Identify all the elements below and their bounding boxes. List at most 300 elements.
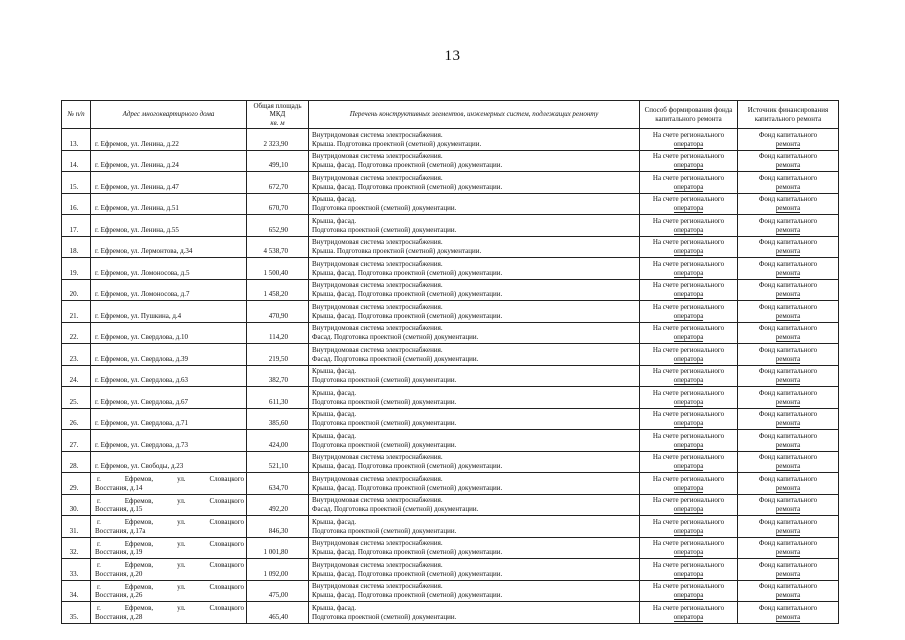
row-number: 35. <box>62 602 91 624</box>
row-source-line-1: Фонд капитального <box>758 367 818 375</box>
repair-table <box>61 100 839 624</box>
row-works <box>309 236 640 258</box>
table-row <box>62 129 839 151</box>
row-address: г. Ефремов, ул. Ломоносова, д.5 <box>91 258 247 280</box>
row-works-line-2: Крыша, фасад. Подготовка проектной (сметной) документации. <box>312 268 503 277</box>
row-source-line-2-text: ремонта <box>775 247 801 255</box>
row-works-line-2: Крыша, фасад. Подготовка проектной (сметной) документации. <box>312 483 503 492</box>
row-works <box>309 365 640 387</box>
row-source-line-1: Фонд капитального <box>758 152 818 160</box>
row-method <box>640 193 738 215</box>
row-source-line-2-text: ремонта <box>775 354 801 363</box>
row-method-line-2-text: оператора <box>673 569 704 578</box>
row-source-line-2 <box>740 183 836 192</box>
row-source-line-1: Фонд капитального <box>758 324 818 332</box>
row-number: 20. <box>62 279 91 301</box>
row-source-line-2-text: ремонта <box>775 311 801 320</box>
table-row <box>62 559 839 581</box>
row-method-line-2-text: оператора <box>673 139 704 148</box>
row-method <box>640 602 738 624</box>
row-method-line-2 <box>642 419 735 428</box>
row-source-line-2 <box>740 247 836 256</box>
row-method-line-2 <box>642 161 735 170</box>
row-area: 4 538,70 <box>247 236 309 258</box>
row-source-line-2 <box>740 376 836 385</box>
row-source-line-2-text: ремонта <box>775 483 801 492</box>
row-works-line-1: Внутридомовая система электроснабжения. <box>312 539 443 547</box>
row-address-line-2: Восстания, д.26 <box>95 591 143 600</box>
row-works-line-2: Крыша, фасад. Подготовка проектной (сметной) документации. <box>312 462 503 470</box>
row-method-line-2 <box>642 570 735 579</box>
row-area: 470,90 <box>247 301 309 323</box>
row-method-line-2-text: оператора <box>673 462 704 470</box>
row-area: 672,70 <box>247 172 309 194</box>
row-works <box>309 408 640 430</box>
row-source-line-1: Фонд капитального <box>758 238 818 246</box>
row-address: г. Ефремов, ул. Свободы, д.23 <box>91 451 247 473</box>
row-source <box>738 559 839 581</box>
row-method-line-2-text: оператора <box>673 311 704 320</box>
row-source <box>738 451 839 473</box>
row-address-word: ул. <box>177 475 186 484</box>
row-method-line-2-text: оператора <box>673 290 704 298</box>
row-address-word: г. <box>97 604 101 613</box>
table-row <box>62 580 839 602</box>
table-row <box>62 430 839 452</box>
header-area-unit: кв. м <box>270 118 285 127</box>
row-method-line-1: На счете регионального <box>652 474 725 483</box>
table-row <box>62 494 839 516</box>
row-address-word: Словацкого <box>209 475 244 484</box>
row-address-word: Ефремов, <box>124 475 154 484</box>
row-area: 465,40 <box>247 602 309 624</box>
row-number: 21. <box>62 301 91 323</box>
row-area: 670,70 <box>247 193 309 215</box>
row-method-line-2-text: оператора <box>673 526 704 535</box>
row-works-line-2: Крыша, фасад. Подготовка проектной (сметной) документации. <box>312 290 503 298</box>
row-source-line-2-text: ремонта <box>775 268 801 277</box>
table-row <box>62 215 839 237</box>
row-address: г. Ефремов, ул. Свердлова, д.63 <box>91 365 247 387</box>
row-source-line-2 <box>740 591 836 600</box>
row-address-word: Словацкого <box>209 604 244 613</box>
row-method <box>640 559 738 581</box>
row-number: 15. <box>62 172 91 194</box>
row-method-line-2-text: оператора <box>673 505 704 513</box>
row-address-word: г. <box>97 518 101 527</box>
row-number: 26. <box>62 408 91 430</box>
row-method-line-2 <box>642 548 735 557</box>
row-method-line-1: На счете регионального <box>652 152 725 160</box>
row-number: 24. <box>62 365 91 387</box>
row-address: г. Ефремов, ул. Ленина, д.24 <box>91 150 247 172</box>
header-area: Общая площадь МКД кв. м <box>247 101 309 129</box>
table-header <box>62 101 839 129</box>
row-works <box>309 279 640 301</box>
row-address <box>91 473 247 495</box>
row-area: 1 500,40 <box>247 258 309 280</box>
row-address-word: ул. <box>177 582 186 591</box>
row-source-line-2 <box>740 570 836 579</box>
row-source <box>738 580 839 602</box>
row-works-line-2: Подготовка проектной (сметной) документации. <box>312 612 457 621</box>
row-source <box>738 473 839 495</box>
row-area: 1 001,80 <box>247 537 309 559</box>
row-area: 385,60 <box>247 408 309 430</box>
row-number: 22. <box>62 322 91 344</box>
row-method-line-2 <box>642 505 735 514</box>
row-method-line-1: На счете регионального <box>652 173 725 182</box>
row-method-line-2-text: оператора <box>673 182 704 191</box>
row-method-line-1: На счете регионального <box>652 388 725 397</box>
row-method <box>640 172 738 194</box>
row-source-line-2 <box>740 505 836 514</box>
row-method-line-2-text: оператора <box>673 268 704 277</box>
row-source-line-2 <box>740 269 836 278</box>
row-method <box>640 387 738 409</box>
row-source-line-1: Фонд капитального <box>758 173 818 182</box>
row-source <box>738 430 839 452</box>
row-method-line-1: На счете регионального <box>652 238 725 246</box>
row-source-line-1: Фонд капитального <box>758 259 818 268</box>
row-method-line-2 <box>642 591 735 600</box>
row-method-line-1: На счете регионального <box>652 431 725 440</box>
row-area: 2 323,90 <box>247 129 309 151</box>
row-address-word: ул. <box>177 604 186 613</box>
row-works-line-1: Внутридомовая система электроснабжения. <box>312 324 443 332</box>
table-row <box>62 344 839 366</box>
row-number: 29. <box>62 473 91 495</box>
row-source-line-2-text: ремонта <box>775 419 801 427</box>
row-source <box>738 193 839 215</box>
row-works <box>309 344 640 366</box>
row-area: 846,30 <box>247 516 309 538</box>
row-address-word: Словацкого <box>209 539 244 548</box>
row-address: г. Ефремов, ул. Пушкина, д.4 <box>91 301 247 323</box>
row-method-line-1: На счете регионального <box>652 603 725 612</box>
row-address-word: г. <box>97 539 101 548</box>
row-address-line-1 <box>95 604 244 613</box>
row-address-line-2: Восстания, д.14 <box>95 483 143 492</box>
row-method-line-2-text: оператора <box>673 548 704 556</box>
row-method-line-2 <box>642 204 735 213</box>
row-source-line-2-text: ремонта <box>775 161 801 169</box>
row-method-line-2-text: оператора <box>673 161 704 169</box>
row-address-line-1 <box>95 540 244 549</box>
row-source <box>738 322 839 344</box>
row-method-line-1: На счете регионального <box>652 453 725 461</box>
row-works-line-1: Внутридомовая система электроснабжения. <box>312 345 443 354</box>
row-method-line-2-text: оператора <box>673 440 704 449</box>
row-method <box>640 236 738 258</box>
table-row <box>62 602 839 624</box>
row-area: 492,20 <box>247 494 309 516</box>
row-address-word: г. <box>97 496 101 505</box>
row-area: 611,30 <box>247 387 309 409</box>
row-works <box>309 430 640 452</box>
row-number: 14. <box>62 150 91 172</box>
row-works-line-2: Подготовка проектной (сметной) документации. <box>312 419 457 427</box>
row-works-line-1: Внутридомовая система электроснабжения. <box>312 173 443 182</box>
row-works-line-2: Крыша. Подготовка проектной (сметной) документации. <box>312 139 482 148</box>
row-works-line-2: Подготовка проектной (сметной) документации. <box>312 526 457 535</box>
row-works-line-2: Крыша, фасад. Подготовка проектной (сметной) документации. <box>312 548 503 556</box>
row-source-line-2 <box>740 613 836 622</box>
row-works <box>309 193 640 215</box>
row-method-line-2 <box>642 247 735 256</box>
row-method-line-2 <box>642 484 735 493</box>
row-works-line-2: Крыша, фасад. Подготовка проектной (сметной) документации. <box>312 311 503 320</box>
row-works-line-1: Внутридомовая система электроснабжения. <box>312 453 443 461</box>
row-works <box>309 322 640 344</box>
row-source-line-1: Фонд капитального <box>758 474 818 483</box>
row-address-line-2: Восстания, д.17а <box>95 526 146 535</box>
row-source-line-1: Фонд капитального <box>758 345 818 354</box>
row-address-word: г. <box>97 475 101 484</box>
row-number: 32. <box>62 537 91 559</box>
row-address-line-1 <box>95 561 244 570</box>
row-address: г. Ефремов, ул. Ломоносова, д.7 <box>91 279 247 301</box>
row-address: г. Ефремов, ул. Свердлова, д.73 <box>91 430 247 452</box>
row-works-line-1: Крыша, фасад. <box>312 431 357 440</box>
row-source <box>738 236 839 258</box>
row-area: 424,00 <box>247 430 309 452</box>
row-method-line-1: На счете регионального <box>652 195 725 203</box>
row-source <box>738 215 839 237</box>
row-method-line-2-text: оператора <box>673 612 704 621</box>
row-source-line-1: Фонд капитального <box>758 496 818 504</box>
row-source <box>738 279 839 301</box>
table-row <box>62 150 839 172</box>
row-works-line-1: Крыша, фасад. <box>312 517 357 526</box>
row-method <box>640 430 738 452</box>
row-works-line-2: Крыша, фасад. Подготовка проектной (сметной) документации. <box>312 569 503 578</box>
row-method-line-2 <box>642 140 735 149</box>
row-method-line-2-text: оператора <box>673 419 704 427</box>
row-address-word: Словацкого <box>209 561 244 570</box>
row-source-line-2-text: ремонта <box>775 290 801 298</box>
table-body <box>62 129 839 624</box>
row-source-line-1: Фонд капитального <box>758 216 818 225</box>
row-address: г. Ефремов, ул. Ленина, д.51 <box>91 193 247 215</box>
row-source <box>738 602 839 624</box>
row-address: г. Ефремов, ул. Ленина, д.47 <box>91 172 247 194</box>
row-works-line-2: Крыша, фасад. Подготовка проектной (сметной) документации. <box>312 182 503 191</box>
row-address-word: ул. <box>177 539 186 548</box>
row-address-word: г. <box>97 561 101 570</box>
row-source-line-2-text: ремонта <box>775 569 801 578</box>
row-address-word: Ефремов, <box>124 582 154 591</box>
row-area: 114,20 <box>247 322 309 344</box>
row-source-line-2 <box>740 204 836 213</box>
row-method-line-2 <box>642 355 735 364</box>
row-method-line-1: На счете регионального <box>652 259 725 268</box>
row-method-line-2 <box>642 527 735 536</box>
row-address: г. Ефремов, ул. Свердлова, д.67 <box>91 387 247 409</box>
row-source-line-1: Фонд капитального <box>758 130 818 139</box>
row-source <box>738 301 839 323</box>
row-works <box>309 150 640 172</box>
row-number: 31. <box>62 516 91 538</box>
row-address: г. Ефремов, ул. Свердлова, д.39 <box>91 344 247 366</box>
row-address-line-2: Восстания, д.20 <box>95 569 143 578</box>
row-address-word: Словацкого <box>209 582 244 591</box>
row-source-line-2-text: ремонта <box>775 333 801 341</box>
row-source <box>738 408 839 430</box>
row-method <box>640 322 738 344</box>
row-method <box>640 301 738 323</box>
row-source-line-1: Фонд капитального <box>758 517 818 526</box>
row-works-line-1: Внутридомовая система электроснабжения. <box>312 259 443 268</box>
row-source-line-2-text: ремонта <box>775 376 801 384</box>
row-source <box>738 344 839 366</box>
row-works <box>309 215 640 237</box>
row-source-line-1: Фонд капитального <box>758 195 818 203</box>
row-method <box>640 150 738 172</box>
row-method <box>640 215 738 237</box>
row-works <box>309 172 640 194</box>
row-works-line-2: Крыша. Подготовка проектной (сметной) документации. <box>312 247 482 255</box>
row-source-line-2-text: ремонта <box>775 526 801 535</box>
row-address-line-1 <box>95 583 244 592</box>
row-method <box>640 580 738 602</box>
row-source-line-2 <box>740 462 836 471</box>
row-method-line-2-text: оператора <box>673 354 704 363</box>
row-number: 30. <box>62 494 91 516</box>
row-method-line-1: На счете регионального <box>652 582 725 590</box>
row-method-line-1: На счете регионального <box>652 496 725 504</box>
row-number: 33. <box>62 559 91 581</box>
row-source-line-2-text: ремонта <box>775 591 801 599</box>
row-source <box>738 387 839 409</box>
row-area: 521,10 <box>247 451 309 473</box>
row-works <box>309 129 640 151</box>
table-row <box>62 258 839 280</box>
row-works-line-1: Внутридомовая система электроснабжения. <box>312 582 443 590</box>
row-works-line-2: Фасад. Подготовка проектной (сметной) документации. <box>312 354 479 363</box>
row-area: 382,70 <box>247 365 309 387</box>
table-row <box>62 322 839 344</box>
header-num: № п/п <box>62 101 91 129</box>
row-address: г. Ефремов, ул. Свердлова, д.71 <box>91 408 247 430</box>
header-works: Перечень конструктивных элементов, инженерных систем, подлежащих ремонту <box>309 101 640 129</box>
row-works <box>309 473 640 495</box>
row-works-line-1: Внутридомовая система электроснабжения. <box>312 152 443 160</box>
row-method <box>640 279 738 301</box>
row-number: 28. <box>62 451 91 473</box>
row-number: 17. <box>62 215 91 237</box>
row-works-line-2: Подготовка проектной (сметной) документации. <box>312 397 457 406</box>
row-method-line-2 <box>642 376 735 385</box>
table-row <box>62 365 839 387</box>
row-source-line-2-text: ремонта <box>775 440 801 449</box>
row-method-line-1: На счете регионального <box>652 130 725 139</box>
row-works-line-2: Крыша, фасад. Подготовка проектной (сметной) документации. <box>312 591 503 599</box>
row-area: 652,90 <box>247 215 309 237</box>
row-area: 219,50 <box>247 344 309 366</box>
row-address-word: ул. <box>177 496 186 505</box>
row-works-line-1: Внутридомовая система электроснабжения. <box>312 238 443 246</box>
row-method-line-1: На счете регионального <box>652 517 725 526</box>
table-row <box>62 279 839 301</box>
table-row <box>62 193 839 215</box>
row-address-line-2: Восстания, д.28 <box>95 612 143 621</box>
row-source-line-2 <box>740 226 836 235</box>
row-works-line-1: Внутридомовая система электроснабжения. <box>312 302 443 311</box>
row-method-line-2-text: оператора <box>673 225 704 234</box>
row-works-line-1: Внутридомовая система электроснабжения. <box>312 560 443 569</box>
row-address-line-2: Восстания, д.15 <box>95 505 143 514</box>
row-works-line-1: Внутридомовая система электроснабжения. <box>312 474 443 483</box>
row-works-line-1: Внутридомовая система электроснабжения. <box>312 281 443 289</box>
row-source-line-2-text: ремонта <box>775 204 801 212</box>
row-method-line-2 <box>642 398 735 407</box>
row-address-word: Ефремов, <box>124 604 154 613</box>
row-method-line-2-text: оператора <box>673 333 704 341</box>
row-address-line-1 <box>95 475 244 484</box>
row-address: г. Ефремов, ул. Свердлова, д.10 <box>91 322 247 344</box>
row-source-line-2 <box>740 484 836 493</box>
row-address: г. Ефремов, ул. Ленина, д.22 <box>91 129 247 151</box>
row-source <box>738 172 839 194</box>
row-address <box>91 537 247 559</box>
row-number: 19. <box>62 258 91 280</box>
row-method-line-2 <box>642 226 735 235</box>
row-method-line-2-text: оператора <box>673 397 704 406</box>
row-address-word: г. <box>97 582 101 591</box>
row-address-line-1 <box>95 497 244 506</box>
row-source-line-2 <box>740 140 836 149</box>
row-method <box>640 516 738 538</box>
row-source <box>738 150 839 172</box>
row-works <box>309 451 640 473</box>
row-method <box>640 408 738 430</box>
row-address-word: Ефремов, <box>124 539 154 548</box>
row-address-word: Ефремов, <box>124 496 154 505</box>
row-works-line-2: Подготовка проектной (сметной) документации. <box>312 204 457 212</box>
row-source <box>738 537 839 559</box>
row-works-line-2: Фасад. Подготовка проектной (сметной) документации. <box>312 505 479 513</box>
row-number: 27. <box>62 430 91 452</box>
row-source-line-2 <box>740 398 836 407</box>
row-works <box>309 516 640 538</box>
row-method-line-2 <box>642 290 735 299</box>
row-source-line-2-text: ремонта <box>775 397 801 406</box>
row-source <box>738 129 839 151</box>
row-address-line-1 <box>95 518 244 527</box>
row-method <box>640 365 738 387</box>
row-source-line-1: Фонд капитального <box>758 539 818 547</box>
table-row <box>62 537 839 559</box>
row-number: 16. <box>62 193 91 215</box>
row-source-line-2-text: ремонта <box>775 225 801 234</box>
row-address-word: ул. <box>177 518 186 527</box>
row-area: 499,10 <box>247 150 309 172</box>
row-method-line-2 <box>642 613 735 622</box>
row-works-line-1: Крыша, фасад. <box>312 216 357 225</box>
table-row <box>62 301 839 323</box>
row-works-line-2: Фасад. Подготовка проектной (сметной) документации. <box>312 333 479 341</box>
row-works-line-1: Крыша, фасад. <box>312 367 357 375</box>
row-method-line-1: На счете регионального <box>652 367 725 375</box>
row-method <box>640 494 738 516</box>
row-address-word: Ефремов, <box>124 561 154 570</box>
row-method-line-2-text: оператора <box>673 247 704 255</box>
header-method: Способ формирования фонда капитального ремонта <box>640 101 738 129</box>
row-method-line-2 <box>642 462 735 471</box>
row-address <box>91 494 247 516</box>
row-area: 1 458,20 <box>247 279 309 301</box>
